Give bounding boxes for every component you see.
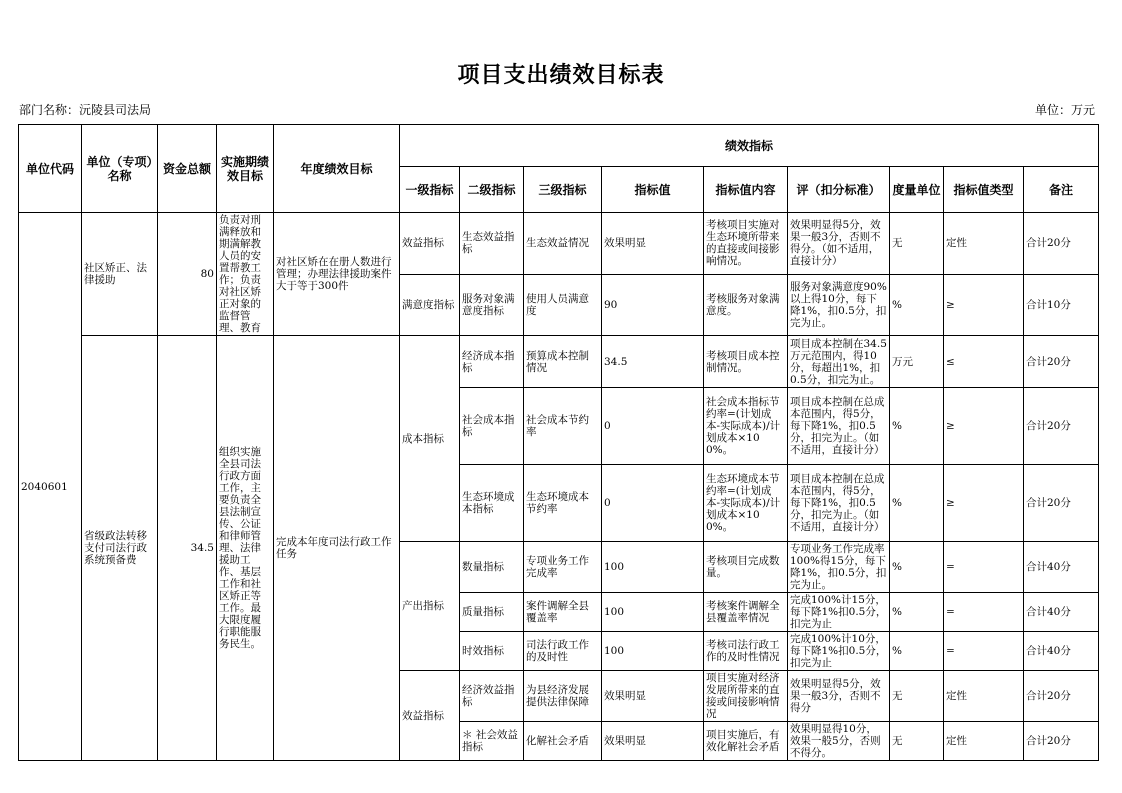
header-perf-indicators: 绩效指标: [400, 125, 1099, 167]
level2-cell: 时效指标: [460, 632, 524, 671]
department-label: 部门名称：沅陵县司法局: [19, 103, 152, 117]
header-remark: 备注: [1024, 167, 1099, 213]
value-type-cell: 定性: [944, 722, 1024, 761]
level2-cell: 生态环境成本指标: [460, 465, 524, 542]
scoring-cell: 效果明显得5分，效果一般3分，否则不得分。（如不适用，直接计分）: [788, 213, 890, 275]
content-cell: 考核项目完成数量。: [704, 542, 788, 593]
scoring-cell: 项目成本控制在34.5万元范围内，得10分，每超出1%，扣0.5分，扣完为止。: [788, 336, 890, 388]
header-level3: 三级指标: [524, 167, 602, 213]
header-impl-goal: 实施期绩效目标: [217, 125, 274, 213]
content-cell: 考核服务对象满意度。: [704, 274, 788, 336]
level2-cell: 服务对象满意度指标: [460, 274, 524, 336]
remark-cell: 合计10分: [1024, 274, 1099, 336]
impl-goal-cell: 负责对刑满释放和期满解教人员的安置帮教工作；负责对社区矫正对象的监督管理、教育: [217, 213, 274, 336]
level1-cell: 满意度指标: [400, 274, 460, 336]
remark-cell: 合计40分: [1024, 593, 1099, 632]
scoring-cell: 项目成本控制在总成本范围内，得5分，每下降1%，扣0.5分，扣完为止。（如不适用，直接计分）: [788, 465, 890, 542]
level2-cell: 社会成本指标: [460, 388, 524, 465]
remark-cell: 合计20分: [1024, 465, 1099, 542]
scoring-cell: 完成100%计10分，每下降1%扣0.5分，扣完为止: [788, 632, 890, 671]
level2-cell: ＊ 社会效益指标: [460, 722, 524, 761]
value-type-cell: ≥: [944, 388, 1024, 465]
content-cell: 生态环境成本节约率=(计划成本-实际成本)/计划成本×100%。: [704, 465, 788, 542]
scoring-cell: 效果明显得5分，效果一般3分，否则不得分: [788, 671, 890, 722]
value-cell: 90: [602, 274, 704, 336]
level1-cell: 效益指标: [400, 213, 460, 275]
remark-cell: 合计40分: [1024, 542, 1099, 593]
scoring-cell: 效果明显得10分，效果一般5分，否则不得分。: [788, 722, 890, 761]
content-cell: 考核项目成本控制情况。: [704, 336, 788, 388]
measure-unit-cell: %: [890, 593, 944, 632]
value-cell: 效果明显: [602, 671, 704, 722]
level2-cell: 数量指标: [460, 542, 524, 593]
level2-cell: 质量指标: [460, 593, 524, 632]
value-cell: 100: [602, 593, 704, 632]
level3-cell: 司法行政工作的及时性: [524, 632, 602, 671]
value-type-cell: 定性: [944, 213, 1024, 275]
value-type-cell: ≤: [944, 336, 1024, 388]
remark-cell: 合计20分: [1024, 671, 1099, 722]
header-scoring: 评（扣分标准）: [788, 167, 890, 213]
level3-cell: 社会成本节约率: [524, 388, 602, 465]
measure-unit-cell: 无: [890, 213, 944, 275]
value-type-cell: =: [944, 542, 1024, 593]
value-cell: 100: [602, 542, 704, 593]
annual-goal-cell: 完成本年度司法行政工作任务: [274, 336, 400, 761]
level3-cell: 使用人员满意度: [524, 274, 602, 336]
measure-unit-cell: %: [890, 542, 944, 593]
value-cell: 效果明显: [602, 722, 704, 761]
level3-cell: 生态环境成本节约率: [524, 465, 602, 542]
measure-unit-cell: 无: [890, 671, 944, 722]
remark-cell: 合计40分: [1024, 632, 1099, 671]
value-type-cell: 定性: [944, 671, 1024, 722]
remark-cell: 合计20分: [1024, 213, 1099, 275]
content-cell: 考核项目实施对生态环境所带来的直接或间接影响情况。: [704, 213, 788, 275]
project-name-cell: 省级政法转移支付司法行政系统预备费: [82, 336, 158, 761]
value-cell: 效果明显: [602, 213, 704, 275]
unit-label: 单位：万元: [1034, 103, 1095, 117]
annual-goal-cell: 对社区矫在在册人数进行管理；办理法律援助案件大于等于300件: [274, 213, 400, 336]
level1-cell: 成本指标: [400, 336, 460, 542]
content-cell: 项目实施后，有效化解社会矛盾: [704, 722, 788, 761]
level3-cell: 专项业务工作完成率: [524, 542, 602, 593]
funds-cell: 34.5: [158, 336, 217, 761]
value-cell: 0: [602, 465, 704, 542]
value-cell: 0: [602, 388, 704, 465]
value-type-cell: ≥: [944, 465, 1024, 542]
header-level2: 二级指标: [460, 167, 524, 213]
table-row: [19, 336, 1099, 388]
content-cell: 社会成本指标节约率=(计划成本-实际成本)/计划成本×100%。: [704, 388, 788, 465]
header-total-funds: 资金总额: [158, 125, 217, 213]
level1-cell: 效益指标: [400, 671, 460, 761]
value-type-cell: =: [944, 593, 1024, 632]
level3-cell: 为县经济发展提供法律保障: [524, 671, 602, 722]
level3-cell: 化解社会矛盾: [524, 722, 602, 761]
measure-unit-cell: %: [890, 274, 944, 336]
header-measure-unit: 度量单位: [890, 167, 944, 213]
measure-unit-cell: 无: [890, 722, 944, 761]
page-title: 项目支出绩效目标表: [457, 63, 665, 88]
scoring-cell: 项目成本控制在总成本范围内，得5分，每下降1%，扣0.5分，扣完为止。（如不适用，直接计分）: [788, 388, 890, 465]
header-unit-code: 单位代码: [19, 125, 82, 213]
scoring-cell: 专项业务工作完成率100%得15分，每下降1%，扣0.5分，扣完为止。: [788, 542, 890, 593]
level2-cell: 生态效益指标: [460, 213, 524, 275]
value-cell: 100: [602, 632, 704, 671]
header-annual-goal: 年度绩效目标: [274, 125, 400, 213]
level1-cell: 产出指标: [400, 542, 460, 671]
level2-cell: 经济成本指标: [460, 336, 524, 388]
project-name-cell: 社区矫正、法律援助: [82, 213, 158, 336]
level3-cell: 生态效益情况: [524, 213, 602, 275]
header-value-type: 指标值类型: [944, 167, 1024, 213]
header-level1: 一级指标: [400, 167, 460, 213]
header-content: 指标值内容: [704, 167, 788, 213]
measure-unit-cell: %: [890, 465, 944, 542]
table-row: [19, 213, 1099, 275]
level3-cell: 预算成本控制情况: [524, 336, 602, 388]
content-cell: 项目实施对经济发展所带来的直接或间接影响情况: [704, 671, 788, 722]
value-type-cell: =: [944, 632, 1024, 671]
measure-unit-cell: 万元: [890, 336, 944, 388]
header-value: 指标值: [602, 167, 704, 213]
content-cell: 考核司法行政工作的及时性情况: [704, 632, 788, 671]
performance-table: [18, 124, 1099, 761]
remark-cell: 合计20分: [1024, 722, 1099, 761]
measure-unit-cell: %: [890, 388, 944, 465]
scoring-cell: 服务对象满意度90%以上得10分，每下降1%，扣0.5分，扣完为止。: [788, 274, 890, 336]
level2-cell: 经济效益指标: [460, 671, 524, 722]
unit-code-cell: 2040601: [19, 213, 82, 761]
measure-unit-cell: %: [890, 632, 944, 671]
value-cell: 34.5: [602, 336, 704, 388]
scoring-cell: 完成100%计15分，每下降1%扣0.5分，扣完为止: [788, 593, 890, 632]
content-cell: 考核案件调解全县覆盖率情况: [704, 593, 788, 632]
remark-cell: 合计20分: [1024, 336, 1099, 388]
header-unit-name: 单位（专项）名称: [82, 125, 158, 213]
value-type-cell: ≥: [944, 274, 1024, 336]
funds-cell: 80: [158, 213, 217, 336]
remark-cell: 合计20分: [1024, 388, 1099, 465]
impl-goal-cell: 组织实施全县司法行政方面工作，主要负责全县法制宣传、公证和律师管理、法律援助工作、基层工作和社区矫正等工作。最大限度履行职能服务民生。: [217, 336, 274, 761]
level3-cell: 案件调解全县覆盖率: [524, 593, 602, 632]
